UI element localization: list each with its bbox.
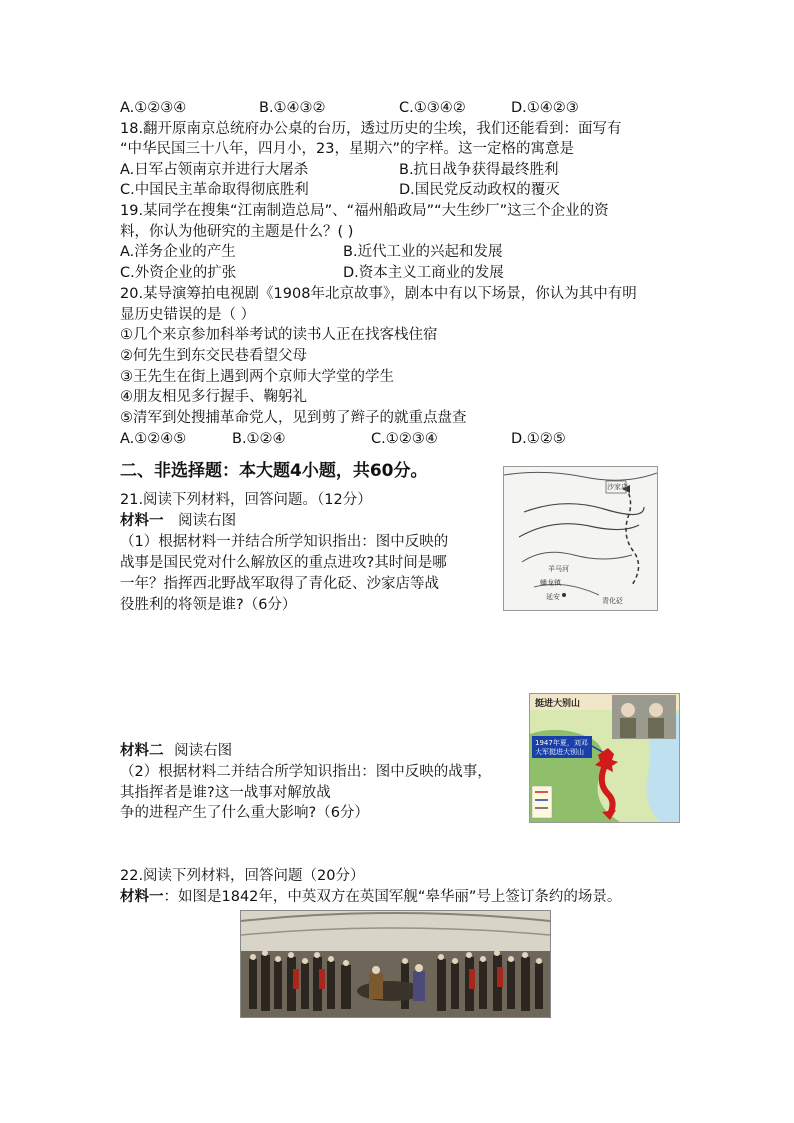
q19-option-d: D.资本主义工商业的发展 [343, 265, 504, 281]
q21-heading: 21.阅读下列材料，回答问题。（12分） [120, 492, 372, 508]
q17-option-d: D.①④②③ [511, 100, 579, 116]
map2-caption-line2: 大军挺进大别山 [535, 748, 584, 756]
q20-item-5: ⑤清军到处搜捕革命党人，见到剪了辫子的就重点盘查 [120, 410, 467, 426]
q17-option-b: B.①④③② [259, 100, 326, 116]
treaty-signing-painting [240, 910, 551, 1018]
q21-p1-line4: 役胜利的将领是谁?（6分） [120, 597, 297, 613]
q18-line2: “中华民国三十八年，四月小，23，星期六”的字样。这一定格的寓意是 [120, 141, 574, 157]
q19-option-c: C.外资企业的扩张 [120, 265, 237, 281]
q22-material1-text: ：如图是1842年，中英双方在英国军舰“皋华丽”号上签订条约的场景。 [163, 889, 622, 905]
map1-label-panlong: 蟠龙镇 [540, 579, 561, 587]
map1-label-yangmahe: 羊马河 [548, 565, 569, 573]
q18-option-c: C.中国民主革命取得彻底胜利 [120, 182, 309, 198]
q21-p1-line1: （1）根据材料一并结合所学知识指出：图中反映的 [120, 534, 449, 550]
q21-p2-line3: 争的进程产生了什么重大影响?（6分） [120, 805, 369, 821]
map2-caption-line1: 1947年夏，刘邓 [535, 739, 588, 747]
q19-line2: 料，你认为他研究的主题是什么？( ) [120, 224, 354, 240]
map1-label-qinghuabian: 青化砭 [602, 597, 623, 605]
q20-item-4: ④朋友相见多行握手、鞠躬礼 [120, 389, 307, 405]
q20-line2: 显历史错误的是（ ） [120, 307, 256, 323]
q20-item-3: ③王先生在街上遇到两个京师大学堂的学生 [120, 369, 394, 385]
q19-line1: 19.某同学在搜集“江南制造总局”、“福州船政局”“大生纱厂”这三个企业的资 [120, 203, 609, 219]
q21-material1-text: 阅读右图 [178, 513, 237, 529]
q22-material1-label: 材料一 [120, 889, 164, 905]
q20-option-d: D.①②⑤ [511, 431, 566, 447]
q21-p2-line1: （2）根据材料二并结合所学知识指出：图中反映的战事， [120, 764, 492, 780]
q18-option-a: A.日军占领南京并进行大屠杀 [120, 162, 309, 178]
q22-heading: 22.阅读下列材料，回答问题（20分） [120, 868, 365, 884]
q21-material2-label: 材料二 [120, 743, 164, 759]
q20-item-1: ①几个来京参加科举考试的读书人正在找客栈住宿 [120, 327, 438, 343]
q21-material2-text: 阅读右图 [174, 743, 233, 759]
q21-p1-line3: 一年？指挥西北野战军取得了青化砭、沙家店等战 [120, 576, 439, 592]
q21-p2-line2: 其指挥者是谁?这一战事对解放战 [120, 785, 331, 801]
q20-option-c: C.①②③④ [371, 431, 438, 447]
q17-option-c: C.①③④② [399, 100, 466, 116]
q20-line1: 20.某导演筹拍电视剧《1908年北京故事》，剧本中有以下场景，你认为其中有明 [120, 286, 637, 302]
q18-line1: 18.翻开原南京总统府办公桌的台历，透过历史的尘埃，我们还能看到：面写有 [120, 121, 622, 137]
map1-label-shajiadian: 沙家店 [607, 483, 628, 491]
q18-option-d: D.国民党反动政权的覆灭 [399, 182, 560, 198]
dabie-mountain-map [529, 693, 680, 823]
q20-option-b: B.①②④ [232, 431, 286, 447]
q19-option-a: A.洋务企业的产生 [120, 244, 236, 260]
section-title: 二、非选择题：本大题4小题，共60分。 [120, 461, 428, 481]
q17-option-a: A.①②③④ [120, 100, 187, 116]
q19-option-b: B.近代工业的兴起和发展 [343, 244, 503, 260]
q18-option-b: B.抗日战争获得最终胜利 [399, 162, 559, 178]
map2-title: 挺进大别山 [535, 699, 581, 709]
q20-item-2: ②何先生到东交民巷看望父母 [120, 348, 307, 364]
q21-material1-label: 材料一 [120, 513, 164, 529]
map1-label-yanan: 延安 [546, 593, 560, 601]
q21-p1-line2: 战事是国民党对什么解放区的重点进攻?其时间是哪 [120, 555, 447, 571]
q20-option-a: A.①②④⑤ [120, 431, 187, 447]
northwest-battle-map [503, 466, 658, 611]
